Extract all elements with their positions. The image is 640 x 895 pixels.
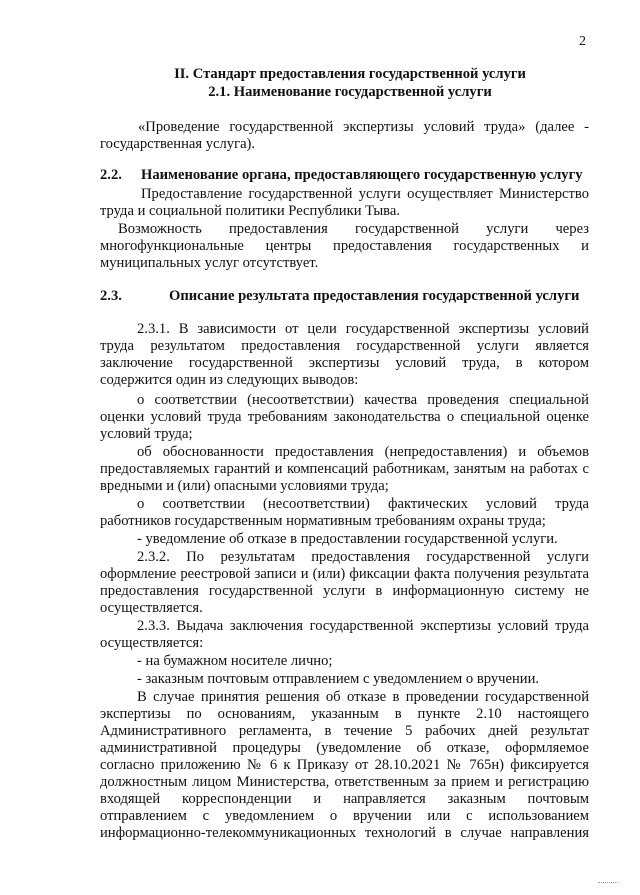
paragraph-line: о соответствии (несоответствии) фактических условий труда [137,496,589,512]
paragraph-line: предоставляемых гарантий и компенсаций работникам, занятым на работах с [100,461,589,477]
paragraph-line: вредными и (или) опасными условиями труда; [100,478,389,494]
section-number-2-3: 2.3. [100,288,122,304]
paragraph-line: о соответствии (несоответствии) качества проведения специальной [137,392,589,408]
paragraph-line: экспертизы по основаниям, указанным в пункте 2.10 настоящего [100,706,589,722]
paragraph-line: Административного регламента, в течение 5 рабочих дней результат [100,723,589,739]
paragraph-line: оценки условий труда требованиям законодательства о специальной оценке [100,409,589,425]
paragraph-line: 2.3.2. По результатам предоставления государственной услуги [137,549,589,565]
paragraph-line: условий труда; [100,426,193,442]
paragraph-line: согласно приложению № 6 к Приказу от 28.10.2021 № 765н) фиксируется [100,757,589,773]
section-title-2-3: Описание результата предоставления государственной услуги [169,288,580,304]
paragraph-line: информационно-телекоммуникационных технологий в случае направления [100,825,589,841]
paragraph-line: В случае принятия решения об отказе в проведении государственной [137,689,589,705]
paragraph-line: «Проведение государственной экспертизы условий труда» (далее - [138,119,589,135]
paragraph-line: отправлением с уведомлением о вручении или с использованием [100,808,589,824]
paragraph-line: содержится один из следующих выводов: [100,372,359,388]
paragraph-line: должностным лицом Министерства, ответственным за прием и регистрацию [100,774,589,790]
paragraph-line: Предоставление государственной услуги осуществляет Министерство [141,186,589,202]
paragraph-line: предоставления государственной услуги в информационную систему не [100,583,589,599]
paragraph-line: - уведомление об отказе в предоставлении государственной услуги. [137,531,558,547]
paragraph-line: - заказным почтовым отправлением с уведомлением о вручении. [137,671,540,687]
section-number-2-2: 2.2. [100,167,122,183]
paragraph-line: многофункциональные центры предоставления государственных и [100,238,589,254]
paragraph-line: труда результатом предоставления государственной услуги является [100,338,589,354]
paragraph-line: труда и социальной политики Республики Тыва. [100,203,400,219]
paragraph-line: муниципальных услуг отсутствует. [100,255,319,271]
paragraph-line: государственная услуга). [100,136,256,152]
paragraph-line: заключение государственной экспертизы условий труда, в котором [100,355,589,371]
subsection-heading-2-1: 2.1. Наименование государственной услуги [208,84,492,100]
scan-mark [598,882,618,885]
paragraph-line: Возможность предоставления государственной услуги через [118,221,589,237]
paragraph-line: - на бумажном носителе лично; [137,653,333,669]
paragraph-line: осуществляется: [100,635,204,651]
paragraph-line: работников государственным нормативным требованиям охраны труда; [100,513,546,529]
paragraph-line: оформление реестровой записи и (или) фиксации факта получения результата [100,566,589,582]
section-heading: II. Стандарт предоставления государственной услуги [174,66,526,82]
section-title-2-2: Наименование органа, предоставляющего государственную услугу [141,167,583,183]
paragraph-line: входящей корреспонденции и направляется заказным почтовым [100,791,589,807]
paragraph-line: административной процедуры (уведомление об отказе, оформляемое [100,740,589,756]
paragraph-line: осуществляется. [100,600,203,616]
paragraph-line: об обоснованности предоставления (непредоставления) и объемов [137,444,589,460]
paragraph-line: 2.3.3. Выдача заключения государственной экспертизы условий труда [137,618,589,634]
page-number: 2 [579,34,586,49]
paragraph-line: 2.3.1. В зависимости от цели государственной экспертизы условий [137,321,589,337]
